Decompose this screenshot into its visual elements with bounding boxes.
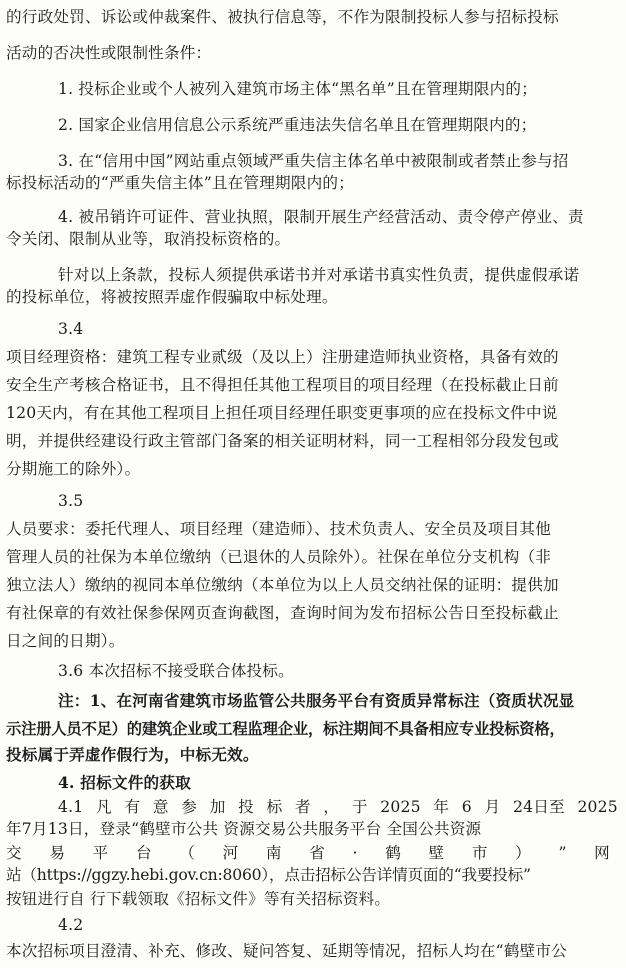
text-line: 站（https://ggzy.hebi.gov.cn:8060），点击招标公告详情页面的“我要投标” <box>6 866 531 884</box>
text-line: 有社保章的有效社保参保网页查询截图，查询时间为发布招标公告日至投标截止 <box>6 604 559 622</box>
text-line: 令关闭、限制从业等，取消投标资格的。 <box>6 230 291 248</box>
text-line: 项目经理资格：建筑工程专业贰级（及以上）注册建造师执业资格，具备有效的 <box>6 348 559 366</box>
text-line: 管理人员的社保为本单位缴纳（已退休的人员除外）。社保在单位分支机构（非 <box>6 548 551 566</box>
text-line: 标投标活动的“严重失信主体”且在管理期限内的； <box>6 174 355 192</box>
text-line: 日之间的日期）。 <box>6 632 125 650</box>
note-line: 示注册人员不足）的建筑企业或工程监理企业，标注期间不具备相应专业投标资格， <box>6 720 565 738</box>
text-line: 安全生产考核合格证书，且不得担任其他工程项目的项目经理（在投标截止日前 <box>6 376 559 394</box>
section-heading: 4. 招标文件的获取 <box>58 773 191 792</box>
text-line: 针对以上条款，投标人须提供承诺书并对承诺书真实性负责，提供虚假承诺 <box>58 266 580 284</box>
text-line: 4. 被吊销许可证件、营业执照，限制开展生产经营活动、责令停产停业、责 <box>58 208 584 226</box>
text-line: 的投标单位，将被按照弄虚作假骗取中标处理。 <box>6 288 338 306</box>
text-line: 的行政处罚、诉讼或仲裁案件、被执行信息等，不作为限制投标人参与招标投标 <box>6 8 559 26</box>
text-line: 3.6 本次招标不接受联合体投标。 <box>58 662 294 680</box>
text-line: 4.1 凡 有 意 参 加 投 标 者 ， 于 2025 年 6 月 24日至 2025 <box>58 798 618 816</box>
section-number: 4.2 <box>58 916 84 934</box>
text-line: 本次招标项目澄清、补充、修改、疑问答复、延期等情况，招标人均在“鹤壁市公 <box>6 942 567 960</box>
text-line: 年7月13日，登录“鹤壁市公共 资源交易公共服务平台 全国公共资源 <box>6 820 482 838</box>
text-line: 人员要求：委托代理人、项目经理（建造师）、技术负责人、安全员及项目其他 <box>6 520 551 538</box>
note-line: 投标属于弄虚作假行为，中标无效。 <box>6 745 259 764</box>
text-line: 独立法人）缴纳的视同本单位缴纳（本单位为以上人员交纳社保的证明：提供加 <box>6 576 559 594</box>
text-line: 按钮进行自 行下载领取《招标文件》等有关招标资料。 <box>6 890 391 908</box>
text-line: 3. 在“信用中国”网站重点领域严重失信主体名单中被限制或者禁止参与招 <box>58 152 569 170</box>
section-number: 3.5 <box>58 492 84 510</box>
text-line: 1. 投标企业或个人被列入建筑市场主体“黑名单”且在管理期限内的； <box>58 80 538 98</box>
text-line: 明，并提供经建设行政主管部门备案的相关证明材料，同一工程相邻分段发包或 <box>6 432 559 450</box>
text-line: 120天内，有在其他工程项目上担任项目经理任职变更事项的应在投标文件中说 <box>6 404 558 422</box>
text-line: 交 易 平 台 （ 河 南 省 · 鹤 壁 市 ） ” 网 <box>6 844 610 862</box>
text-line: 分期施工的除外）。 <box>6 460 141 478</box>
section-number: 3.4 <box>58 320 84 338</box>
note-line: 注：1、在河南省建筑市场监管公共服务平台有资质异常标注（资质状况显 <box>58 691 575 710</box>
text-line: 2. 国家企业信用信息公示系统严重违法失信名单且在管理期限内的； <box>58 116 537 134</box>
text-line: 活动的否决性或限制性条件： <box>6 44 212 62</box>
